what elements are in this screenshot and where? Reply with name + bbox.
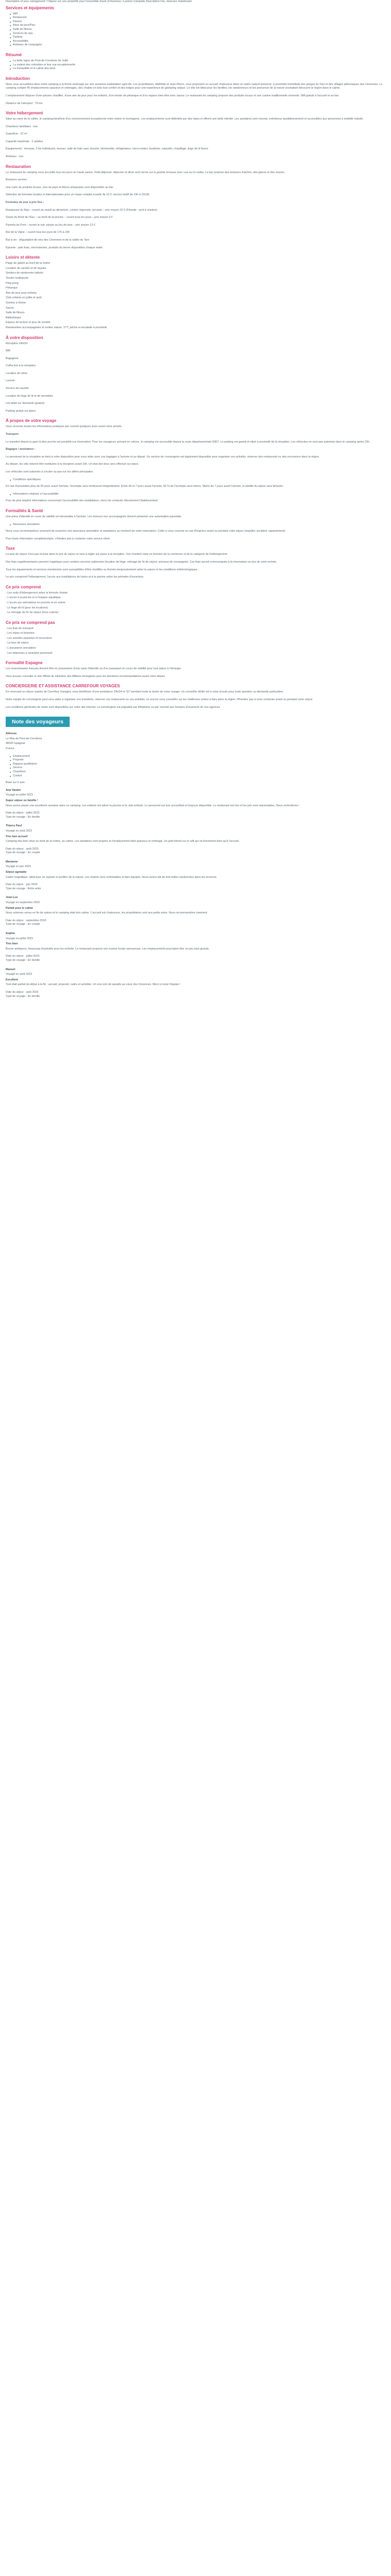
not-included-item: - Les activités payantes et excursions [6,636,52,640]
country-formalities-title: Formalité Espagne [6,660,43,666]
review-stay-label: Date du séjour [6,919,24,922]
list-item: Salle de fitness [10,28,385,32]
trip-info-paragraph: Bagages / assistance : [6,448,36,451]
leisure-item: Club enfants en juillet et août [6,296,42,300]
trip-info-title: À propos de votre voyage [6,418,57,423]
review-text: Cadre magnifique, idéal pour se reposer et profiter de la nature. Les chalets sont confortables et bien équipés. Nous avons fait de très belles randonnées dans les environs. [6,875,217,879]
resume-title: Résumé [6,52,22,57]
tax-paragraph: Des frais supplémentaires peuvent s'appliquer pour certains services optionnels (location de linge, ménage de fin de séjour, animaux de compagnie). Ces frais seront communiqués à la réservation ou lors de votre arrivée. [6,560,277,564]
reviews-summary: Basé sur 6 avis [6,781,25,785]
review-stay-value: août 2023 [26,990,39,994]
accommodation-paragraph: Capacité maximale : 2 adultes [6,140,43,143]
trip-info-paragraph: Au départ, les clés doivent être restituées à la réception avant 10h. Un état des lieux sera effectué sur place. [6,463,139,466]
review-text: Tout était parfait du début à la fin : accueil, propreté, cadre et activités. Un vrai coin de paradis au cœur des Cévennes. Merci à toute l'équipe ! [6,983,181,987]
reviewer-name: Manuel [6,968,15,971]
trip-info-paragraph: Vous recevrez toutes les informations pratiques par courriel quelques jours avant votre arrivée. [6,425,122,429]
restaurant-title: Restauration [6,164,31,169]
not-included-title: Ce prix ne comprend pas [6,620,55,625]
review-type-label: Type de voyage [6,994,26,998]
list-item: Informations relatives à l'accessibilité [10,493,385,497]
review-stay-value: juin 2023 [26,883,38,887]
review-title: Parfait pour le calme [6,906,34,910]
review-type-value: En couple [27,923,40,926]
list-item: Service [10,766,385,770]
review-item: Thierry Paul Voyagé en août 2023 Très bon accueil Camping très bien situé au bord de la rivière, au calme. Les sanitaires sont propres et l'emplacement était spacieux et ombragé. Un petit bémol sur le wifi qui ne fonctionne bien qu'à l'accueil. Date du séjour : août 2023 Type de voyage : En couple [6,824,385,855]
country-formalities-paragraph: Les ressortissants français doivent être en possession d'une carte d'identité ou d'un passeport en cours de validité pour tout séjour à l'étranger. [6,667,182,671]
leisure-item: Randonnées accompagnées et sorties nature, VTT, pêche et escalade à proximité. [6,326,108,329]
list-item: Aires de jeux/Parc [10,24,385,28]
restaurant-paragraph: Boissons servies : [6,178,28,182]
list-item: Restaurant [10,16,385,20]
review-text: Bonne ambiance, beaucoup d'activités pour les enfants. Le restaurant propose une cuisine locale savoureuse. Les emplacements pourraient être un peu plus grands. [6,947,210,951]
concierge-title: CONCIERGERIE ET ASSISTANCE CARREFOUR VOYAGES [6,684,120,689]
restaurant-paragraph: Restaurant du Mas – ouvert du mardi au dimanche, cuisine régionale, terrasse – prix moyen 22 € (Période : avril à octobre) [6,208,157,212]
services-list [6,12,385,47]
trip-info-paragraph: Transport [6,433,19,436]
review-type-value: En famille [27,994,40,998]
not-included-item: - Les repas et boissons [6,632,35,635]
restaurant-paragraph: Le restaurant du camping vous accueille tous les jours en haute saison. Petit-déjeuner, déjeuner et dîner sont servis sur la grande terrasse avec vue sur la vallée. Le bar propose des boissons fraîches, des glaces et des snacks. [6,171,285,174]
formalities-list [6,523,385,527]
review-type-value: En couple [27,851,40,855]
review-type-value: Entre amis [27,887,41,890]
review-text: Nous avons passé une excellente semaine dans ce camping. Les enfants ont adoré la piscine et le club enfants. Le personnel est très accueillant et toujours disponible. Le restaurant est bon et les prix sont raisonnables. Nous reviendrons ! [6,804,300,807]
review-title: Très bon accueil [6,835,28,838]
concierge-paragraph: Les conditions générales de vente sont disponibles sur notre site internet. La conciergerie est joignable par téléphone ou par courriel aux horaires d'ouverture de nos agences. [6,705,221,709]
list-item: La tranquillité et le calme des lieux [10,67,385,71]
tax-title: Taxe [6,546,15,551]
list-item: Assurance annulation [10,523,385,527]
list-item: Services de spa [10,32,385,36]
trip-info-paragraph: En cas d'annulation plus de 30 jours avant l'arrivée, l'acompte sera remboursé intégralement. Entre 30 et 7 jours avant l'arrivée, 50 % de l'acompte sera retenu. Moins de 7 jours avant l'arrivée, la totalité du séjour sera facturée. [6,485,284,488]
review-date: Voyagé en septembre 2023 [6,901,40,905]
reviewer-name: Marianne [6,860,18,863]
amenity-item: Service de navette [6,387,29,391]
review-type-label: Type de voyage [6,958,26,962]
review-item: Marianne Voyagé en juin 2023 Séjour agréable Cadre magnifique, idéal pour se reposer et profiter de la nature. Les chalets sont confortables et bien équipés. Nous avons fait de très belles randonnées dans les environs. Date du séjour : juin 2023 Type de voyage : Entre amis [6,860,385,891]
review-type-label: Type de voyage [6,851,26,855]
list-item: La belle vigne de Pont-de-Cervières de Juillé [10,59,385,63]
amenity-item: Laverie [6,379,15,383]
review-type-label: Type de voyage [6,815,26,819]
address-line: France [6,747,14,750]
restaurant-paragraph: Bar à vin : dégustation de vins des Cévennes et de la vallée du Tarn [6,239,90,242]
tax-paragraph: Tous les équipements et services mentionnés sont susceptibles d'être modifiés ou fermés temporairement selon la saison et les conditions météorologiques. [6,568,198,571]
review-stay-label: Date du séjour [6,883,24,887]
resume-list [6,59,385,71]
review-type-label: Type de voyage [6,887,26,890]
leisure-item: Bibliothèque [6,316,21,319]
review-date: Voyagé en juillet 2023 [6,937,33,940]
included-item: - L'accès à la piscine et à l'espace aquatique [6,596,61,600]
list-item: Animaux de compagnie [10,43,385,47]
formalities-paragraph: Nous vous recommandons vivement de souscrire une assurance annulation et assistance au moment de votre réservation. Celle-ci vous couvrira en cas d'imprévu avant ou pendant votre séjour (maladie, accident, rapatriement). [6,530,286,533]
page [0,0,391,998]
review-item: Sophie Voyagé en juillet 2023 Très bien Bonne ambiance, beaucoup d'activités pour les enfants. Le restaurant propose une cuisine locale savoureuse. Les emplacements pourraient être un peu plus grands. Date du séjour : juillet 2023 Type de voyage : En famille [6,932,385,963]
list-item: Chambres [10,770,385,774]
amenity-item: Réception 24h/24 [6,342,28,345]
amenity-item: Bagagerie [6,357,19,360]
included-item: - Le ménage de fin de séjour (hors cuisine) [6,611,59,615]
restaurant-paragraph: Épicerie : pain frais, viennoiseries, produits du terroir disponibles chaque matin [6,246,103,249]
address-label: Adresse [6,732,17,736]
reviews-header-bar [6,717,385,732]
review-type-value: En famille [27,958,40,962]
included-title: Ce prix comprend [6,584,41,589]
introduction-paragraph: L'emplacement dispose d'une piscine chauffée, d'une aire de jeux pour les enfants, d'un terrain de pétanque et d'un espace bien-être avec sauna. Le restaurant du camping propose des produits locaux et une cuisine traditionnelle cévenole. Wifi gratuit à l'accueil et au bar. [6,94,339,97]
formalities-paragraph: Une pièce d'identité en cours de validité est demandée à l'arrivée. Les mineurs non accompagnés doivent présenter une autorisation parentale. [6,515,182,518]
review-date: Voyagé en août 2023 [6,973,32,976]
amenities-title: À votre disposition [6,335,43,340]
review-text: Nous sommes venus en fin de saison et le camping était très calme. L'accueil est chaleureux, les propriétaires sont aux petits soins. Nous recommandons vivement. [6,911,208,915]
list-item: Propreté [10,758,385,762]
review-title: Très bien [6,942,18,946]
rating-criteria-list [6,755,385,778]
list-item: Parking [10,36,385,40]
review-title: Excellent [6,978,18,981]
address-line: 48320 Ispagnac [6,742,26,745]
reviewer-name: Ana Vander [6,788,21,792]
leisure-item: Location de canoës et de kayaks [6,266,46,270]
restaurant-paragraph: Bar de la Vigne – ouvert tous les jours de 17h à 23h [6,231,70,234]
leisure-item: Sauna [6,306,14,310]
introduction-title: Introduction [6,76,30,81]
amenity-item: Lits bébé sur demande (gratuit) [6,402,44,405]
review-text: Camping très bien situé au bord de la rivière, au calme. Les sanitaires sont propres et l'emplacement était spacieux et ombragé. Un petit bémol sur le wifi qui ne fonctionne bien qu'à l'accueil. [6,840,240,843]
review-type-label: Type de voyage [6,923,26,926]
reviewer-name: Jean-Luc [6,896,18,900]
review-item: Ana Vander Voyagé en juillet 2023 Super séjour en famille ! Nous avons passé une excellente semaine dans ce camping. Les enfants ont adoré la piscine et le club enfants. Le personnel est très accueillant et toujours disponible. Le restaurant est bon et les prix sont raisonnables. Nous reviendrons ! Date du séjour : juillet 2023 Type de voyage : En famille [6,789,385,820]
review-date: Voyagé en juin 2023 [6,865,31,869]
trip-info-paragraph: Le transfert depuis la gare la plus proche est possible sur réservation. Pour les voyageurs arrivant en voiture, le camping est accessible depuis la route départementale D907. Le parking est gratuit et situé à proximité de la réception. Les véhicules ne sont pas autorisés dans le camping après 23h. [6,440,370,444]
list-item: La sudest des colombes et leur vue exceptionnelle [10,63,385,67]
introduction-paragraph: Nous vous accueillons dans notre camping à la ferme aménagé sur une ancienne exploitation agricole. Les propriétaires, Mathilde et Jean-Pierre, vous proposent un accueil chaleureux dans un cadre naturel préservé, à proximité immédiate des gorges du Tarn et des villages pittoresques des Cévennes. Le camping compte 45 emplacements spacieux et ombragés, des chalets en bois tout confort et des lodges pour une expérience de glamping unique. Le site est idéal pour les familles, les randonneurs et les amoureux de la nature souhaitant découvrir la région dans le calme. [6,82,383,90]
restaurant-paragraph: Pizzeria du Pont – ouvert le soir, pizzas au feu de bois – prix moyen 12 € [6,223,95,227]
amenity-item: Wifi [6,349,10,353]
review-stay-value: août 2023 [26,847,39,851]
leisure-item: Ping-pong [6,281,19,285]
review-stay-label: Date du séjour [6,955,24,958]
amenity-item: Coffre-fort à la réception [6,364,36,368]
not-included-item: - La taxe de séjour [6,641,29,645]
review-stay-label: Date du séjour [6,847,24,851]
review-type-value: En famille [27,815,40,819]
restaurant-paragraph: Sélection de formules locales et internationales pour un repas complet à partir de 15 €, service tardif de 19h à 21h30. [6,193,150,197]
leisure-title: Loisirs et détente [6,255,40,260]
list-item: Confort [10,774,385,778]
included-item: - Le linge de lit (pour les locations) [6,606,48,609]
leisure-item: Salle de fitness [6,311,25,315]
introduction-paragraph: Distance de l'aéroport : 76 km [6,101,43,105]
review-stay-label: Date du séjour [6,811,24,815]
not-included-item: - Les dépenses à caractère personnel [6,651,53,655]
not-included-item: - L'assurance annulation [6,647,36,650]
amenity-item: Location de linge de lit et de serviettes [6,394,53,398]
leisure-item: Aire de jeux pour enfants [6,291,37,295]
amenity-item: Location de vélos [6,371,27,375]
country-formalities-paragraph: Vous pouvez consulter le site officiel du ministère des Affaires étrangères pour les dernières recommandations avant votre départ. [6,674,166,678]
accommodation-paragraph: Situé au cœur de la vallée, le camping bénéficie d'un environnement exceptionnel entre rivière et montagnes. Les emplacements sont délimités par des haies et offrent une belle intimité. Les sanitaires sont récents, entretenus quotidiennement et accessibles aux personnes à mobilité réduite. [6,117,364,121]
intro-text: Description of your campground / Cliquez sur une propriété pour l'ensemble d'avis (Cévennes / Lozère) Campsite Description Oui, réservez maintenant [6,0,192,3]
formalities-paragraph: Pour toute information complémentaire, n'hésitez pas à contacter notre service client. [6,537,111,540]
tax-paragraph: Le prix comprend l'hébergement, l'accès aux installations de loisirs et à la piscine selon les périodes d'ouverture. [6,575,144,579]
list-item: Rapport qualité/prix [10,762,385,767]
list-item: Emplacement [10,755,385,759]
amenity-item: Parking gratuit sur place [6,409,36,413]
review-stay-value: juillet 2023 [26,811,40,815]
leisure-item: Espace de lecture et jeux de société [6,321,51,325]
restaurant-paragraph: Une carte de produits locaux, vins de pays et bières artisanales sont disponibles au bar. [6,185,114,189]
services-title: Services et équipements [6,5,54,10]
formalities-title: Formalités & Santé [6,508,43,513]
review-stay-value: juillet 2023 [26,955,40,958]
reviewer-name: Thierry Paul [6,824,22,828]
accommodation-paragraph: Chambres familiales : non [6,125,38,128]
accommodation-paragraph: Superficie : 22 m² [6,132,28,136]
trip-info-accessibility [6,493,385,497]
leisure-item: Plage de galets au bord de la rivière [6,262,51,265]
review-date: Voyagé en juillet 2023 [6,793,33,797]
review-stay-value: septembre 2023 [26,919,46,922]
reviewer-name: Sophie [6,932,15,935]
restaurant-paragraph: Snack du Bord de l'Eau – au bord de la piscine – ouvert tous les jours – prix moyen 9 € [6,216,113,219]
list-item: Wifi [10,12,385,16]
trip-info-paragraph: Le personnel de la réception se tient à votre disposition pour vous aider avec vos bagages à l'arrivée et au départ. Un service de conciergerie est également disponible pour organiser vos activités, réserver des restaurants ou des excursions dans la région. [6,455,320,459]
review-item: Jean-Luc Voyagé en septembre 2023 Parfait pour le calme Nous sommes venus en fin de saison et le camping était très calme. L'accueil est chaleureux, les propriétaires sont aux petits soins. Nous recommandons vivement. Date du séjour : septembre 2023 Type de voyage : En couple [6,896,385,927]
review-title: Séjour agréable [6,871,27,874]
leisure-item: Soirées à thème [6,301,26,304]
accommodation-paragraph: Équipements : terrasse, 2 lits individuels, bureau, salle de bain avec douche, kitchenette, réfrigérateur, micro-ondes, bouilloire, vaisselle, chauffage, linge de lit fourni. [6,147,209,151]
reviews-header: Note des voyageurs [6,717,70,727]
address-line: Le Mas de Pont-de-Cervières [6,737,42,740]
trip-info-paragraph: Les véhicules sont autorisés à circuler au pas sur les allées principales. [6,470,94,473]
list-item: Piscine [10,20,385,24]
leisure-item: Terrain multisports [6,276,29,280]
accommodation-paragraph: Animaux : non [6,155,24,159]
included-item: - L'accès aux animations en journée et en soirée [6,601,66,604]
concierge-paragraph: En réservant un séjour auprès de Carrefour Voyages, vous bénéficiez d'une assistance 24h/24 et 7j/7 pendant toute la durée de votre voyage. Un conseiller dédié est à votre écoute pour toute question ou demande particulière. [6,690,284,694]
restaurant-paragraph: Formules du jour à prix fixe : [6,201,44,205]
list-item: Conditions spécifiques [10,478,385,482]
included-item: - Les nuits d'hébergement selon la formule choisie [6,591,68,595]
trip-info-conditions [6,478,385,482]
review-title: Super séjour en famille ! [6,799,38,802]
leisure-item: Sentiers de randonnée balisés [6,272,43,275]
not-included-item: - Les frais de transport [6,626,34,630]
tax-paragraph: La taxe de séjour n'est pas incluse dans le prix du séjour et sera à régler sur place à la réception. Son montant varie en fonction de la commune et de la catégorie de l'hébergement. [6,553,228,556]
review-item: Manuel Voyagé en août 2023 Excellent Tout était parfait du début à la fin : accueil, propreté, cadre et activités. Un vrai coin de paradis au cœur des Cévennes. Merci à toute l'équipe ! Date du séjour : août 2023 Type de voyage : En famille [6,968,385,999]
leisure-item: Pétanque [6,286,18,290]
trip-info-paragraph: Pour de plus amples informations concernant l'accessibilité des installations, merci de contacter directement l'établissement. [6,499,159,503]
concierge-paragraph: Notre équipe de conciergerie peut vous aider à organiser vos transferts, réserver vos restaurants ou vos activités, ou encore vous conseiller sur les meilleures visites à faire dans la région. N'hésitez pas à nous contacter avant ou pendant votre séjour. [6,698,313,702]
accommodation-title: Votre hébergement [6,111,43,116]
review-date: Voyagé en août 2023 [6,829,32,833]
review-stay-label: Date du séjour [6,990,24,994]
list-item: Accessibilité [10,40,385,44]
